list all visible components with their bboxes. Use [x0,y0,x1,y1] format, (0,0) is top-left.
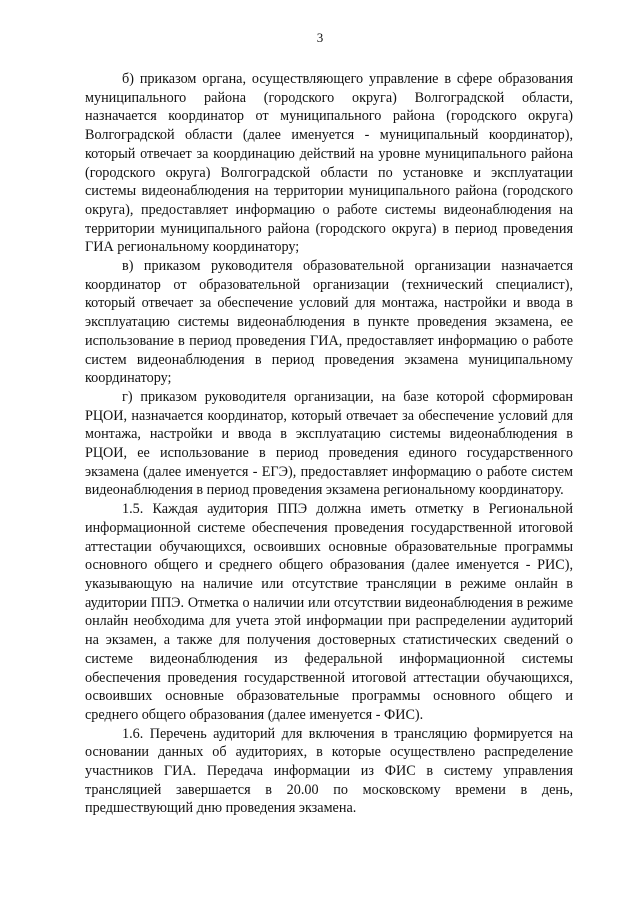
document-body [85,70,573,818]
paragraph-1-6: 1.6. Перечень аудиторий для включения в трансляцию формируется на основании данных об аудиториях, в которые осуществлено распределение участников ГИА. Передача информации из ФИС в систему управления трансляцией завершается в 20.00 по московскому времени в день, предшествующий дню проведения экзамена. [85,725,573,817]
paragraph-g: г) приказом руководителя организации, на базе которой сформирован РЦОИ, назначается координатор, который отвечает за обеспечение условий для монтажа, настройки и ввода в эксплуатацию системы видеонаблюдения в РЦОИ, ее использование в период проведения единого государственного экзамена (далее именуется - ЕГЭ), предоставляет информацию о работе систем видеонаблюдения в период проведения экзамена региональному координатору. [85,388,573,499]
paragraph-b: б) приказом органа, осуществляющего управление в сфере образования муниципального района (городского округа) Волгоградской области, назначается координатор от муниципального района (городского округа) Волгоградской области (далее именуется - муниципальный координатор), который отвечает за координацию действий на уровне муниципального района (городского округа) Волгоградской области по установке и эксплуатации системы видеонаблюдения на территории муниципального района (городского округа), предоставляет информацию о работе системы видеонаблюдения на территории муниципального района (городского округа) в период проведения ГИА региональному координатору; [85,71,573,256]
paragraph-v: в) приказом руководителя образовательной организации назначается координатор от образовательной организации (технический специалист), который отвечает за обеспечение условий для монтажа, настройки и ввода в эксплуатацию системы видеонаблюдения в пункте проведения экзамена, ее использование в период проведения ГИА, предоставляет информацию о работе систем видеонаблюдения в период проведения экзамена муниципальному координатору; [85,258,573,387]
page-number: 3 [316,30,324,45]
paragraph-1-5: 1.5. Каждая аудитория ППЭ должна иметь отметку в Региональной информационной системе обеспечения проведения государственной итоговой аттестации обучающихся, освоивших основные образовательные программы основного общего и среднего общего образования (далее именуется - РИС), указывающую на наличие или отсутствие трансляции в режиме онлайн в аудитории ППЭ. Отметка о наличии или отсутствии видеонаблюдения в режиме онлайн необходима для учета этой информации при распределении аудиторий на экзамен, а также для получения достоверных статистических сведений о системе видеонаблюдения из федеральной информационной системы обеспечения проведения государственной итоговой аттестации обучающихся, освоивших основные образовательные программы основного общего и среднего общего образования (далее именуется - ФИС). [85,501,573,723]
